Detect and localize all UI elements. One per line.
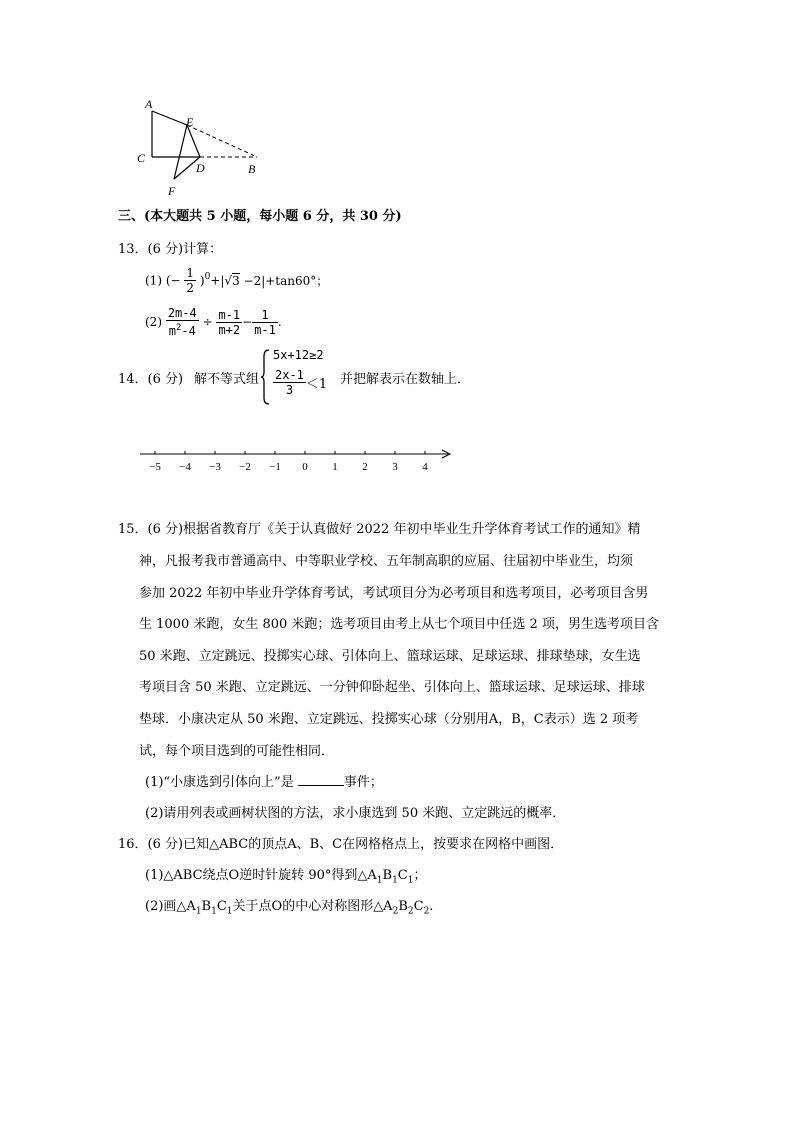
q13-part2-f1-den-a: m [168,324,176,338]
q14-ineq2-den: 3 [273,382,306,397]
q13-part1-rest-a: +| [210,273,225,288]
q13-heading [118,238,222,257]
q16-part2-s5: 2 [407,906,414,917]
q13-part2-f1-den [166,320,199,338]
number-line-tick-label: 3 [392,461,398,473]
number-line-tick-label: 1 [332,461,338,473]
q16-part2-s1: 1 [195,906,202,917]
number-line-tick-label: −1 [269,461,281,473]
number-line-tick-label: 0 [302,461,308,473]
q15-answer-blank[interactable] [298,773,344,786]
q13-part2-f1-den-exp: 2 [175,323,182,333]
q13-part1-sqrt: 3 [232,273,240,288]
q14-ineq2-rel: ＜1 [305,377,328,392]
q14-ineq1: 5x+12≥2 [273,348,324,362]
q13-part2-fraction3 [252,308,278,337]
q14-number: 14．(6 分) [118,372,184,387]
q16-part2-s4: 2 [392,906,399,917]
q16-part2-e: B [398,899,408,914]
q13-part2-f1-den-b: -4 [181,324,196,338]
q16-part2-b: B [201,899,212,914]
q16-part1-c: C [397,868,408,883]
segment-ae [152,111,187,125]
q15-line6: 考项目含 50 米跑、立定跳远、一分钟仰卧起坐、引体向上、篮球运球、足球运球、排球 [139,680,645,695]
q16-part1-b: B [382,868,393,883]
sqrt-sign: √ [224,273,233,288]
q16-part1-a: (1)△ABC绕点O逆时针旋转 90°得到△A [145,868,377,883]
q15-line7: 垫球．小康决定从 50 米跑、立定跳远、投掷实心球（分别用A，B，C表示）选 2 项考 [139,712,639,727]
q15-line2: 神，凡报考我市普通高中、中等职业学校、五年制高职的应届、往届初中毕业生，均须 [139,554,634,569]
segment-ed [187,125,200,157]
segment-ef [174,125,187,179]
q13-part1-open: (− [165,273,181,288]
q14-ineq2 [273,368,327,397]
q16-line1: 16．(6 分)已知△ABC的顶点A、B、C在网格格点上，按要求在网格中画图． [118,837,564,852]
q13-part2 [145,306,282,338]
q16-part2-a: (2)画△A [145,899,196,914]
q13-part2-f2-den: m+2 [218,322,241,337]
q13-part1-fraction [184,266,196,295]
number-line-tick-label: 4 [422,461,428,473]
q13-title: 计算： [183,242,223,257]
q16-part2-s6: 2 [423,906,430,917]
q13-part2-div: ÷ [202,315,213,329]
q16-part2-g: . [429,899,434,914]
q16-part1-d: ； [413,868,427,883]
q16-part2-s3: 1 [226,906,233,917]
q16-part2-c: C [216,899,227,914]
q15-line3: 参加 2022 年初中毕业升学体育考试，考试项目分为必考项目和选考项目，必考项目含男 [139,586,649,601]
q16-part2-s2: 1 [211,906,217,917]
q13-number: 13．(6 分) [118,242,184,257]
q16-part1-s1: 1 [376,875,383,886]
label-d: D [196,161,205,175]
q14-brace [261,348,271,406]
q13-part2-f3-num: 1 [261,307,269,322]
q13-part2-fraction1 [166,306,199,338]
label-c: C [137,151,146,165]
q16-part1-s2: 1 [392,875,398,886]
q14-text-a: 解不等式组 [194,372,260,387]
label-e: E [186,115,194,129]
q16-part1 [145,864,427,886]
q14-ineq2-num: 2x-1 [275,368,304,382]
number-line [130,440,460,476]
number-line-tick-label: −2 [239,461,251,473]
q15-line8: 试，每个项目选到的可能性相同． [139,744,335,759]
q13-part2-end: . [277,315,282,329]
q13-part2-f2-num: m-1 [218,307,241,322]
q16-part2-d: 关于点O的中心对称图形△A [232,899,393,914]
number-line-tick-label: −3 [209,461,221,473]
q15-line4: 生 1000 米跑，女生 800 米跑；选考项目由考上从七个项目中任选 2 项，男生选考项目含 [139,617,659,632]
q15-part1-a: (1)“小康选到引体向上”是 [145,775,294,790]
q16-part2-f: C [413,899,424,914]
label-b: B [248,162,256,176]
label-f: F [168,184,176,198]
q16-part1-s3: 1 [407,875,414,886]
number-line-tick-label: −5 [149,461,161,473]
q15-line5: 50 米跑、立定跳远、投掷实心球、引体向上、篮球运球、足球运球、排球垫球，女生选 [139,649,641,664]
q13-part2-f1-num: 2m-4 [167,306,197,320]
q13-part1-frac-num: 1 [186,266,195,280]
geometry-figure [130,95,275,200]
section-heading: 三、(本大题共 5 小题，每小题 6 分，共 30 分) [118,209,402,224]
q14-text-b: 并把解表示在数轴上． [340,372,471,387]
q13-part2-label: (2) [145,315,162,329]
q13-part1 [145,266,328,295]
label-a: A [145,97,153,111]
q13-part1-frac-den: 2 [186,281,195,295]
number-line-tick-label: 2 [362,461,368,473]
number-line-tick-label: −4 [179,461,191,473]
q13-part1-label: (1) [145,273,162,288]
q13-part1-exp: 0 [204,272,211,282]
q13-part2-fraction2 [216,308,242,337]
q15-part2: (2)请用列表或画树状图的方法，求小康选到 50 米跑、立定跳远的概率． [145,806,566,821]
q13-part2-f3-den: m-1 [254,322,276,337]
q13-part1-close: ) [199,273,205,288]
q14-ineq2-fraction [273,368,306,397]
q16-part2 [145,895,433,917]
q15-part1 [145,771,383,790]
q13-part1-rest-b: −2|+tan60°； [239,274,329,288]
q13-part2-minus: − [242,315,253,329]
q15-part1-b: 事件； [343,775,383,790]
q15-line1: 15．(6 分)根据省教育厅《关于认真做好 2022 年初中毕业生升学体育考试工作的通知》精 [118,522,641,537]
